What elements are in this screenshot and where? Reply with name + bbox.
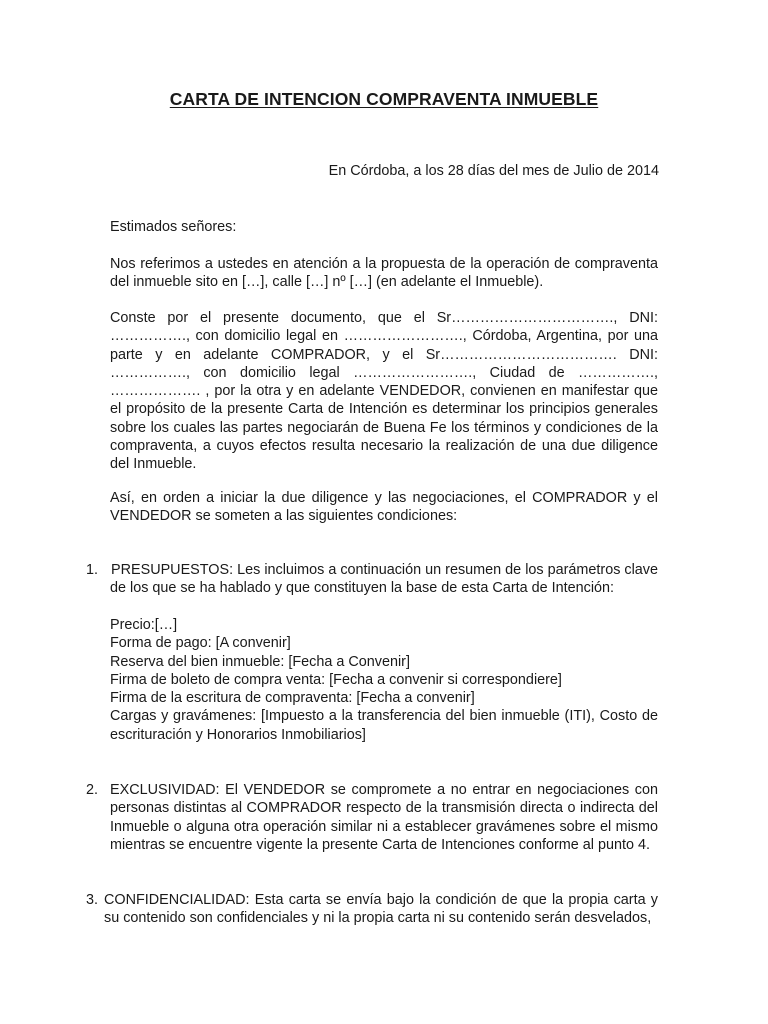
terms-list [110, 616, 658, 744]
item-text-confidencialidad: Esta carta se envía bajo la condición de que la propia carta y su contenido son confidenciales y ni la propia carta ni su contenido serán desvelados, [104, 892, 658, 927]
document-title: CARTA DE INTENCION COMPRAVENTA INMUEBLE [169, 89, 599, 109]
item-label-presupuestos: PRESUPUESTOS: [111, 562, 234, 578]
item-text-exclusividad: El VENDEDOR se compromete a no entrar en negociaciones con personas distintas al COMPRADOR respecto de la transmisión directa o indirecta del Inmueble o alguna otra operación similar ni a establecer gravámenes sobre el mismo mientras se encuentre vigente la presente Carta de Intenciones conforme al punto 4. [110, 782, 658, 853]
item-confidencialidad [104, 891, 658, 928]
date-line: En Córdoba, a los 28 días del mes de Julio de 2014 [328, 163, 659, 179]
item-label-confidencialidad: CONFIDENCIALIDAD: [104, 892, 250, 908]
paragraph-parties: Conste por el presente documento, que el Sr……………………………., DNI: ……………., con domicilio legal en ……………………., Córdoba, Argentina, por una parte y en adelante COMPRADOR, y el Sr………………………………. DNI: ……………., con domicilio legal ……………………., Ciudad de ……………., ………………. , por la otra y en adelante VENDEDOR, convienen en manifestar que el propósito de la presente Carta de Intención es determinar los principios generales sobre los cuales las partes negociarán de Buena Fe los términos y condiciones de la compraventa, a cuyos efectos resulta necesario la realización de una due diligence del Inmueble. [110, 310, 658, 473]
paragraph-reference: Nos referimos a ustedes en atención a la propuesta de la operación de compraventa del inmueble sito en […], calle […] nº […] (en adelante el Inmueble). [110, 256, 658, 291]
term-reserva: Reserva del bien inmueble: [Fecha a Convenir] [110, 653, 410, 670]
item-presupuestos [110, 561, 658, 598]
item-number-presupuestos: 1. [86, 562, 99, 578]
item-exclusividad [110, 781, 658, 854]
item-text-presupuestos: Les incluimos a continuación un resumen de los parámetros clave de los que se ha hablado y que constituyen la base de esta Carta de Intención: [110, 562, 658, 597]
item-label-exclusividad: EXCLUSIVIDAD: [110, 782, 220, 798]
item-number-confidencialidad: 3. [86, 892, 99, 908]
item-number-exclusividad: 2. [86, 782, 99, 798]
salutation: Estimados señores: [110, 219, 237, 235]
paragraph-conditions-intro: Así, en orden a iniciar la due diligence y las negociaciones, el COMPRADOR y el VENDEDOR se someten a las siguientes condiciones: [110, 490, 658, 525]
term-escritura: Firma de la escritura de compraventa: [Fecha a convenir] [110, 690, 475, 707]
term-forma-de-pago: Forma de pago: [A convenir] [110, 635, 291, 652]
term-boleto: Firma de boleto de compra venta: [Fecha a convenir si correspondiere] [110, 671, 562, 688]
term-precio: Precio:[…] [110, 617, 178, 633]
term-cargas: Cargas y gravámenes: [Impuesto a la transferencia del bien inmueble (ITI), Costo de escrituración y Honorarios Inmobiliarios] [110, 708, 658, 743]
